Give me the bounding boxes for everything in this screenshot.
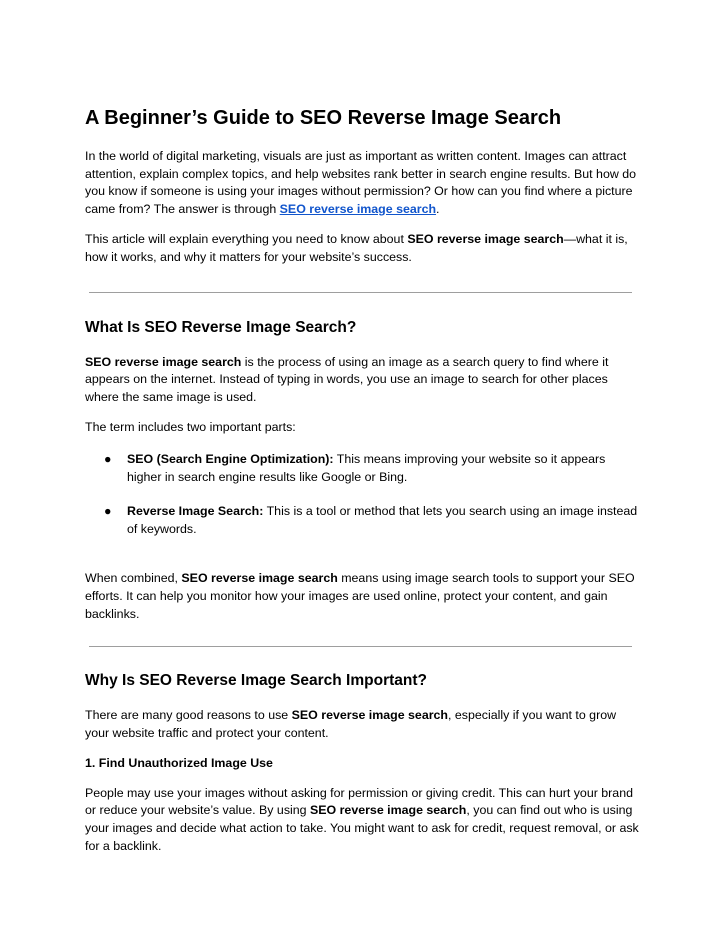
section-divider-1 [89,292,632,293]
bullet-icon: ● [104,451,112,466]
bullet-text: This means improving your website so it appears higher in search engine results like Google or Bing. [127,451,606,484]
section-heading-why-important: Why Is SEO Reverse Image Search Important? [85,672,427,690]
bullet-list [85,451,640,538]
section2-p2-bold: SEO reverse image search [310,803,467,818]
section-divider-2 [89,646,632,647]
list-item [85,451,640,486]
section2-p1-bold: SEO reverse image search [291,708,448,723]
intro-paragraph-2 [85,231,640,266]
bullet-text: This is a tool or method that lets you search using an image instead of keywords. [127,504,638,536]
section2-p1-before: There are many good reasons to use [85,708,292,723]
bullet-term: SEO (Search Engine Optimization): [127,451,334,466]
section2-p1-after: , especially if you want to grow your website traffic and protect your content. [85,708,617,740]
section2-paragraph-2 [85,785,640,855]
section2-p2-after: , you can find out who is using your images and decide what action to take. You might want to ask for credit, request removal, or ask for a backlink. [85,803,639,853]
section2-paragraph-1 [85,707,640,742]
bullet-term: Reverse Image Search: [127,504,264,519]
intro-p2-after: —what it is, how it works, and why it matters for your website’s success. [85,232,628,264]
section1-p1-after: is the process of using an image as a search query to find where it appears on the internet. Instead of typing in words, you use an image to search for other places where the same image is used. [85,354,609,404]
intro-p1-end: . [436,201,440,216]
section1-p1-bold: SEO reverse image search [85,354,242,369]
section-heading-what-is: What Is SEO Reverse Image Search? [85,318,357,336]
intro-p1-text: In the world of digital marketing, visuals are just as important as written content. Images can attract attention, explain complex topics, and help websites rank better in search engine results. But how do you know if someone is using your images without permission? Or how can you find where a picture came from? The answer is through [85,149,637,216]
bullet-icon: ● [104,504,112,519]
intro-p2-before: This article will explain everything you need to know about [85,232,408,247]
page-title: A Beginner’s Guide to SEO Reverse Image Search [85,107,562,129]
section1-p3-after: means using image search tools to support your SEO efforts. It can help you monitor how your images are used online, protect your content, and gain backlinks. [85,571,635,621]
section1-paragraph-3 [85,570,640,623]
list-item [85,503,640,538]
section1-paragraph-1 [85,354,640,407]
subheading-find-unauthorized: 1. Find Unauthorized Image Use [85,756,273,771]
intro-paragraph-1 [85,148,640,218]
seo-reverse-image-search-link[interactable]: SEO reverse image search [279,201,437,216]
intro-p2-bold: SEO reverse image search [407,232,564,247]
document-page [85,105,640,868]
section1-p3-before: When combined, [85,571,182,586]
section1-paragraph-2: The term includes two important parts: [85,420,296,435]
section1-p3-bold: SEO reverse image search [181,571,338,586]
section2-p2-before: People may use your images without asking for permission or giving credit. This can hurt your brand or reduce your website’s value. By using [85,785,633,818]
